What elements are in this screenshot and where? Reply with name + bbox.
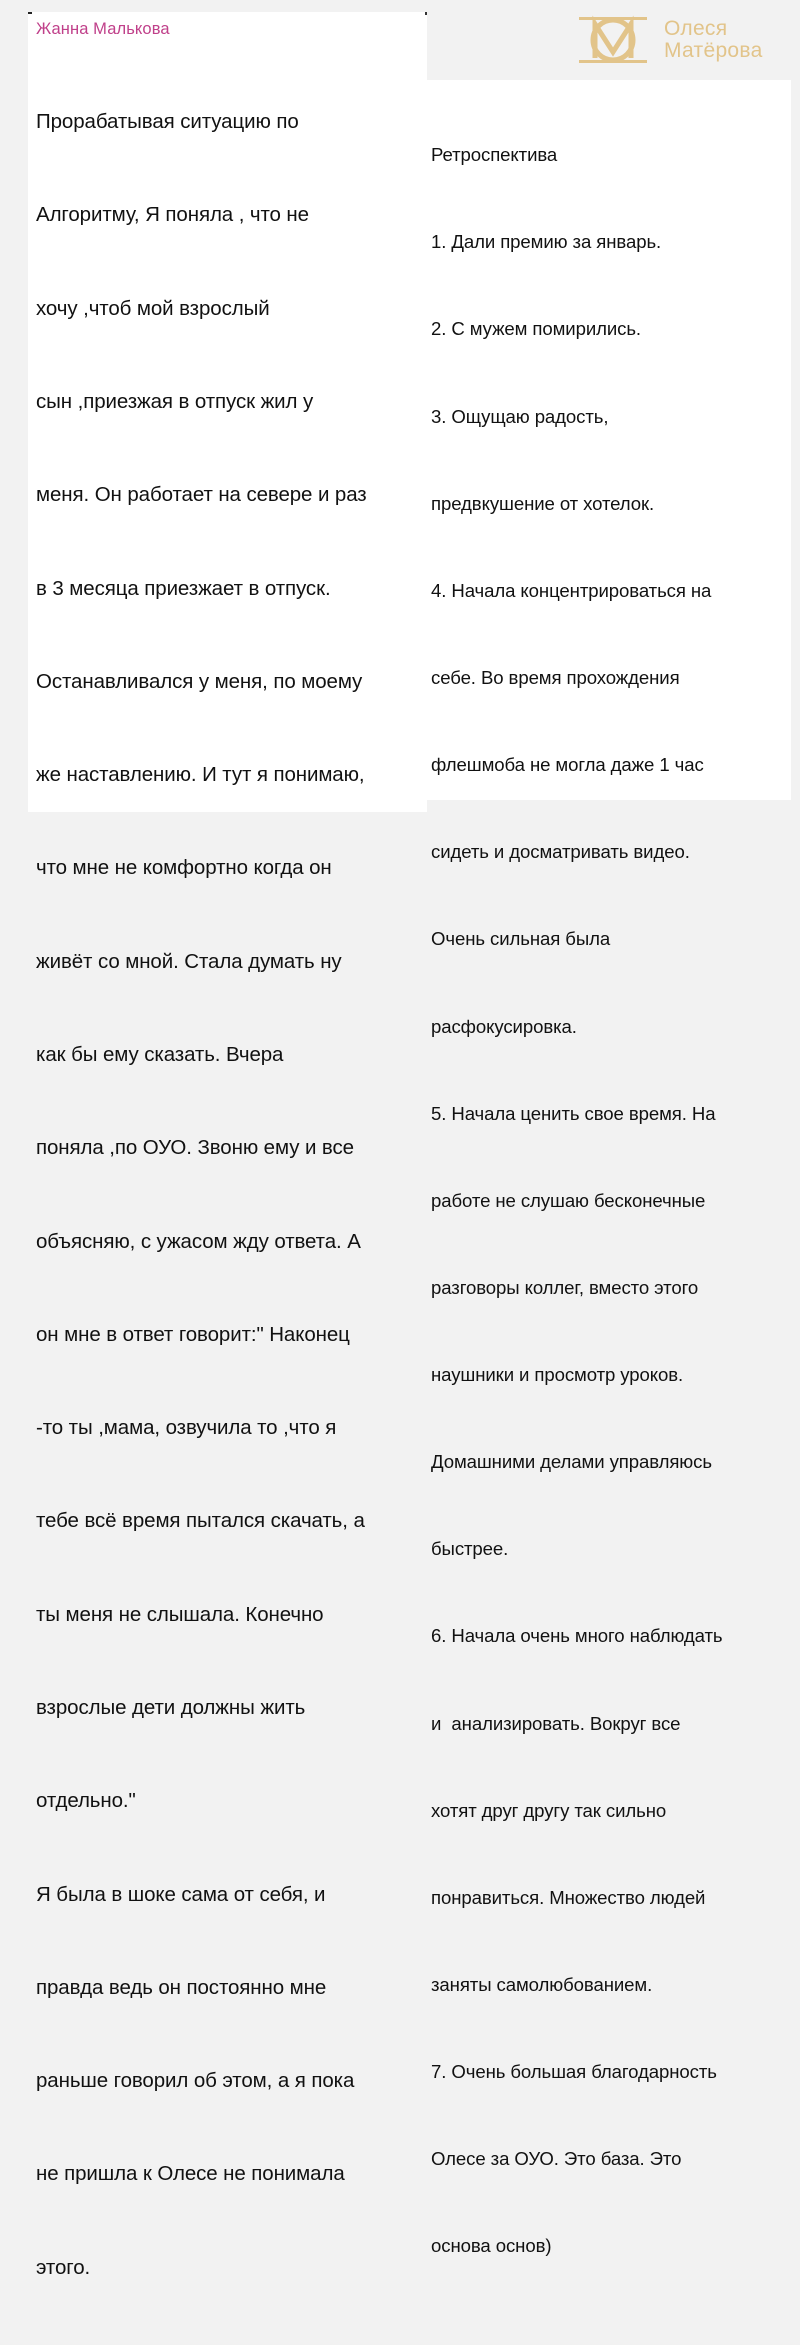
brand-first-name: Олеся (664, 17, 728, 40)
message-line: хочу ,чтоб мой взрослый (36, 296, 270, 320)
message-line: сын ,приезжая в отпуск жил у (36, 390, 314, 414)
message-line: Останавливался у меня, по моему (36, 669, 363, 693)
message-line: Я была в шоке сама от себя, и (36, 1882, 326, 1906)
message-line: флешмоба не могла даже 1 час (431, 754, 704, 776)
message-line: наушники и просмотр уроков. (431, 1364, 684, 1386)
message-line: сидеть и досматривать видео. (431, 841, 690, 863)
message-line: он мне в ответ говорит:" Наконец (36, 1322, 350, 1346)
message-line: быстрее. (431, 1538, 509, 1560)
message-line: -то ты ,мама, озвучила то ,что я (36, 1416, 337, 1440)
message-line: правда ведь он постоянно мне (36, 1975, 327, 1999)
om-monogram-icon (578, 12, 648, 68)
message-line: 3. Ощущаю радость, (431, 405, 609, 427)
message-line: себе. Во время прохождения (431, 666, 680, 688)
left-message-screenshot (28, 12, 427, 2279)
message-line: меня. Он работает на севере и раз (36, 483, 367, 507)
message-line: тебе всё время пытался скачать, а (36, 1509, 365, 1533)
message-line: отдельно." (36, 1789, 136, 1813)
message-line: не пришла к Олесе не понимала (36, 2162, 345, 2186)
message-line: и анализировать. Вокруг все (431, 1712, 681, 1734)
message-line: ты меня не слышала. Конечно (36, 1602, 324, 1626)
right-message-screenshot (427, 80, 791, 2257)
retrospective-text (431, 82, 795, 2319)
brand-name (664, 18, 763, 62)
message-line: Алгоритму, Я поняла , что не (36, 203, 309, 227)
message-line: что мне не комфортно когда он (36, 856, 332, 880)
message-line: 1. Дали премию за январь. (431, 231, 662, 253)
message-line: как бы ему сказать. Вчера (36, 1043, 284, 1066)
message-line: Очень сильная была (431, 928, 611, 950)
message-line: раньше говорил об этом, а я пока (36, 2069, 355, 2093)
left-message-text (36, 44, 436, 2345)
message-line: Прорабатывая ситуацию по (36, 110, 299, 134)
message-line: 5. Начала ценить свое время. На (431, 1102, 716, 1124)
message-line: 4. Начала концентрироваться на (431, 579, 712, 601)
message-line: взрослые дети должны жить (36, 1695, 306, 1719)
message-line: хотят друг другу так сильно (431, 1799, 667, 1821)
message-line: 7. Очень большая благодарность (431, 2061, 717, 2083)
corner-mark (28, 12, 32, 14)
message-line: расфокусировка. (431, 1015, 577, 1037)
message-line: объясняю, с ужасом жду ответа. А (36, 1229, 361, 1253)
message-line: разговоры коллег, вместо этого (431, 1276, 699, 1298)
corner-mark (425, 12, 427, 15)
message-line: работе не слушаю бесконечные (431, 1189, 706, 1211)
message-line: Домашними делами управляюсь (431, 1451, 712, 1473)
message-line: заняты самолюбованием. (431, 1974, 653, 1996)
message-line: 6. Начала очень много наблюдать (431, 1625, 723, 1647)
message-line: в 3 месяца приезжает в отпуск. (36, 576, 331, 600)
message-line: Олесе за ОУО. Это база. Это (431, 2148, 682, 2170)
message-line: этого. (36, 2255, 91, 2279)
message-line: основа основ) (431, 2235, 552, 2257)
retrospective-title: Ретроспектива (431, 144, 558, 166)
message-line: понравиться. Множество людей (431, 1886, 706, 1908)
message-line: же наставлению. И тут я понимаю, (36, 763, 365, 787)
message-line: живёт со мной. Стала думать ну (36, 949, 342, 973)
message-line: 2. С мужем помирились. (431, 318, 641, 340)
sender-name: Жанна Малькова (36, 20, 170, 38)
brand-last-name: Матёрова (664, 39, 763, 62)
message-line: поняла ,по ОУО. Звоню ему и все (36, 1136, 354, 1160)
brand-logo (578, 12, 793, 68)
message-line: предвкушение от хотелок. (431, 492, 655, 514)
